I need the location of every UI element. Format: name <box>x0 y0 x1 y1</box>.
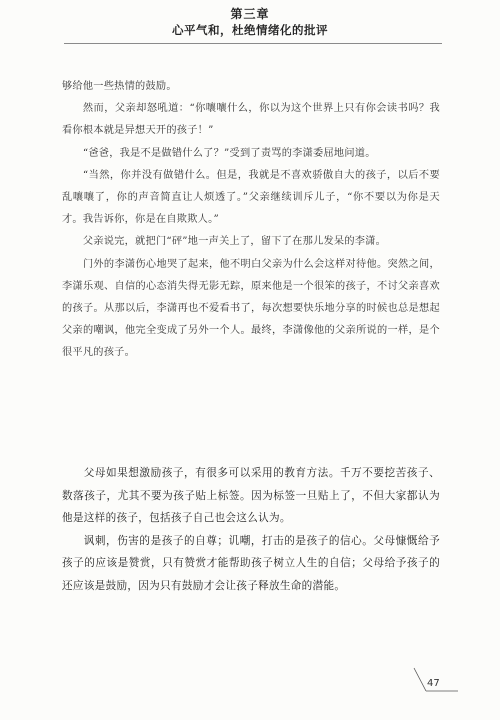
story-paragraph: 父亲说完，就把门“砰”地一声关上了，留下了在那儿发呆的李潇。 <box>82 236 387 248</box>
story-section <box>62 76 440 365</box>
story-paragraph: 门外的李潇伤心地哭了起来，他不明白父亲为什么会这样对待他。突然之间，李潇乐观、自信的心态消失得无影无踪，原来他是一个很笨的孩子，不讨父亲喜欢的孩子。从那以后，李潇再也不爱看书了，每次想要快乐地分享的时候也总是想起父亲的嘲讽，他完全变成了另外一个人。最终，李潇像他的父亲所说的一样，是个很平凡的孩子。 <box>62 258 440 359</box>
header-rule <box>64 43 442 44</box>
running-header <box>0 6 500 38</box>
story-paragraph: 够给他一些热情的鼓励。 <box>62 81 177 92</box>
advice-paragraph: 讽刺，伤害的是孩子的自尊；讥嘲，打击的是孩子的信心。父母慷慨给予孩子的应该是赞赏，只有赞赏才能帮助孩子树立人生的自信；父母给予孩子的还应该是鼓励，因为只有鼓励才会让孩子释放生命的潜能。 <box>62 534 440 592</box>
story-paragraph: 然而，父亲却怒吼道：“你嚷嚷什么，你以为这个世界上只有你会读书吗？我看你根本就是异想天开的孩子！” <box>62 103 440 137</box>
page-number: 47 <box>427 678 440 689</box>
chapter-title: 心平气和，杜绝情绪化的批评 <box>172 23 328 37</box>
advice-paragraph: 父母如果想激励孩子，有很多可以采用的教育方法。千万不要挖苦孩子、数落孩子，尤其不要为孩子贴上标签。因为标签一旦贴上了，不但大家都认为他是这样的孩子，包括孩子自己也会这么认为。 <box>62 467 440 525</box>
page-folio <box>412 666 460 696</box>
story-paragraph: “当然，你并没有做错什么。但是，我就是不喜欢骄傲自大的孩子，以后不要乱嚷嚷了，你的声音简直让人烦透了。”父亲继续训斥儿子，“你不要以为你是天才。我告诉你，你是在自欺欺人。” <box>62 169 440 226</box>
advice-section <box>62 462 440 598</box>
chapter-number: 第三章 <box>230 7 270 21</box>
story-paragraph: “爸爸，我是不是做错什么了？”受到了责骂的李潇委屈地问道。 <box>82 147 376 159</box>
